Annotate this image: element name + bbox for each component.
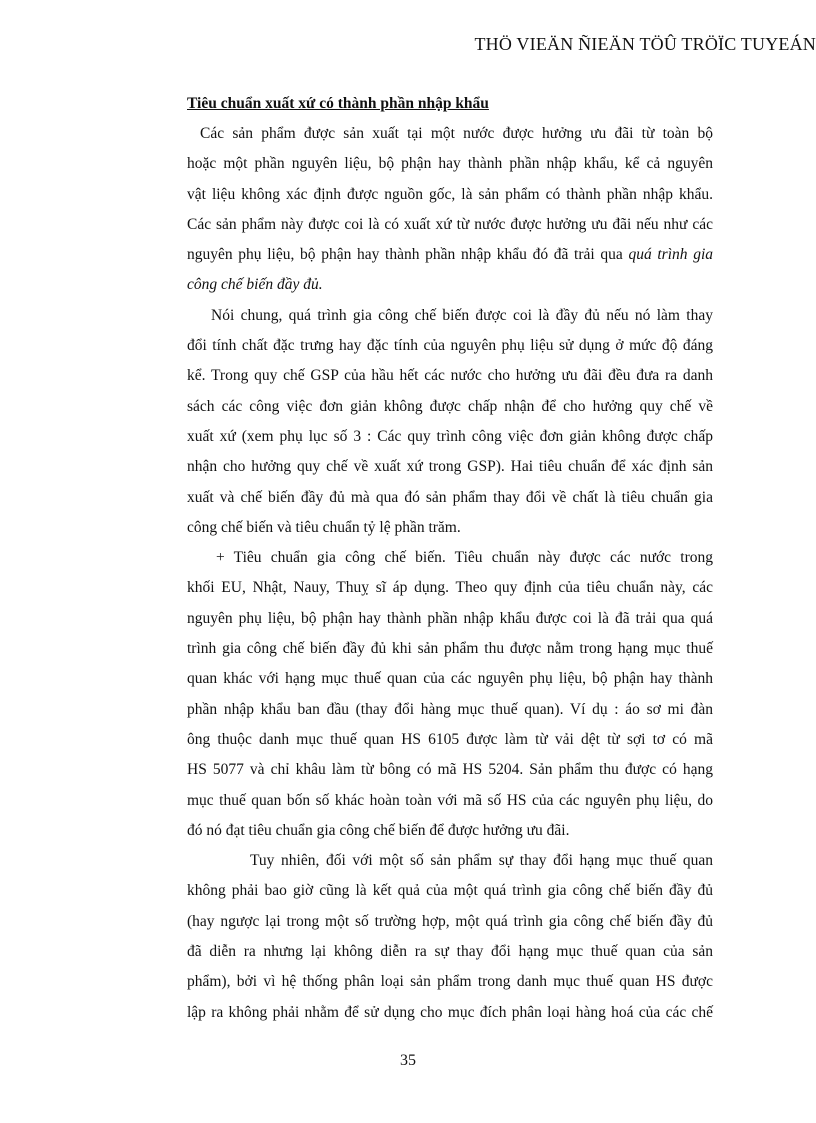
text-line: vật liệu không xác định được nguồn gốc, là sản phẩm có thành phần nhập khẩu. <box>187 185 713 203</box>
text-line: ông thuộc danh mục thuế quan HS 6105 được làm từ vải dệt từ sợi tơ có mã <box>187 730 713 748</box>
text-line: HS 5077 và chỉ khâu làm từ bông có mã HS 5204. Sản phẩm thu được có hạng <box>187 761 713 779</box>
text-line: + Tiêu chuẩn gia công chế biến. Tiêu chuẩn này được các nước trong <box>216 549 713 567</box>
paragraph-4 <box>187 846 713 1028</box>
text-segment: nguyên phụ liệu, bộ phận hay thành phần nhập khẩu đó đã trải qua <box>187 246 629 264</box>
text-line: xuất xứ (xem phụ lục số 3 : Các quy trình công việc đơn giản không được chấp <box>187 427 713 445</box>
text-line: phẩm), bởi vì hệ thống phân loại sản phẩm trong danh mục thuế quan HS được <box>187 973 713 991</box>
text-line: đó nó đạt tiêu chuẩn gia công chế biến để được hưởng ưu đãi. <box>187 821 570 839</box>
text-line: hoặc một phần nguyên liệu, bộ phận hay thành phần nhập khẩu, kể cả nguyên <box>187 155 713 173</box>
text-line: khối EU, Nhật, Nauy, Thuỵ sĩ áp dụng. Theo quy định của tiêu chuẩn này, các <box>187 579 713 597</box>
text-line: Tuy nhiên, đối với một số sản phẩm sự thay đổi hạng mục thuế quan <box>250 852 713 870</box>
text-line: mục thuế quan bốn số khác hoàn toàn với mã số HS của các nguyên phụ liệu, do <box>187 791 713 809</box>
running-header: THÖ VIEÄN ÑIEÄN TÖÛ TRÖÏC TUYEÁN <box>474 34 816 54</box>
text-line: không phải bao giờ cũng là kết quả của một quá trình gia công chế biến đầy đủ <box>187 882 713 900</box>
text-line: Nói chung, quá trình gia công chế biến được coi là đầy đủ nếu nó làm thay <box>211 306 713 324</box>
italic-text: quá trình gia <box>628 246 714 264</box>
text-line: công chế biến và tiêu chuẩn tỷ lệ phần trăm. <box>187 518 461 536</box>
text-line: xuất và chế biến đầy đủ mà qua đó sản phẩm thay đổi về chất là tiêu chuẩn gia <box>187 488 713 506</box>
text-line: Các sản phẩm này được coi là có xuất xứ từ nước được hưởng ưu đãi nếu như các <box>187 215 713 233</box>
text-line: phần nhập khẩu ban đầu (thay đổi hàng mục thuế quan). Ví dụ : áo sơ mi đàn <box>187 700 713 718</box>
text-line: nhận cho hưởng quy chế về xuất xứ trong GSP). Hai tiêu chuẩn để xác định sản <box>187 458 713 476</box>
text-line: đổi tính chất đặc trưng hay đặc tính của nguyên phụ liệu sử dụng ở mức độ đáng <box>187 337 713 355</box>
paragraph-2 <box>187 301 713 543</box>
text-line: (hay ngược lại trong một số trường hợp, một quá trình gia công chế biến đầy đủ <box>187 912 713 930</box>
text-line: trình gia công chế biến đầy đủ khi sản phẩm thu được nằm trong hạng mục thuế <box>187 640 713 658</box>
section-heading: Tiêu chuẩn xuất xứ có thành phần nhập khẩu <box>187 95 489 112</box>
text-line <box>187 240 713 270</box>
text-line: đã diễn ra nhưng lại không diễn ra sự thay đổi hạng mục thuế quan của sản <box>187 943 713 961</box>
text-line: sách các công việc đơn giản không được chấp nhận để cho hưởng quy chế về <box>187 397 713 415</box>
paragraph-3 <box>187 543 713 846</box>
text-line: nguyên phụ liệu, bộ phận hay thành phần nhập khẩu được coi là đã trải qua quá <box>187 609 713 627</box>
paragraph-1 <box>187 119 713 301</box>
italic-text-line: công chế biến đầy đủ. <box>187 276 323 294</box>
page-number: 35 <box>400 1052 416 1069</box>
text-line: Các sản phẩm được sản xuất tại một nước được hưởng ưu đãi từ toàn bộ <box>200 125 713 142</box>
text-line: kể. Trong quy chế GSP của hầu hết các nước cho hưởng ưu đãi đều đưa ra danh <box>187 367 713 385</box>
document-body <box>187 93 713 1028</box>
text-line: quan khác với hạng mục thuế quan của các nguyên phụ liệu, bộ phận hay thành <box>187 670 713 688</box>
text-line: lập ra không phải nhằm để sử dụng cho mục đích phân loại hàng hoá của các chế <box>187 1003 713 1021</box>
